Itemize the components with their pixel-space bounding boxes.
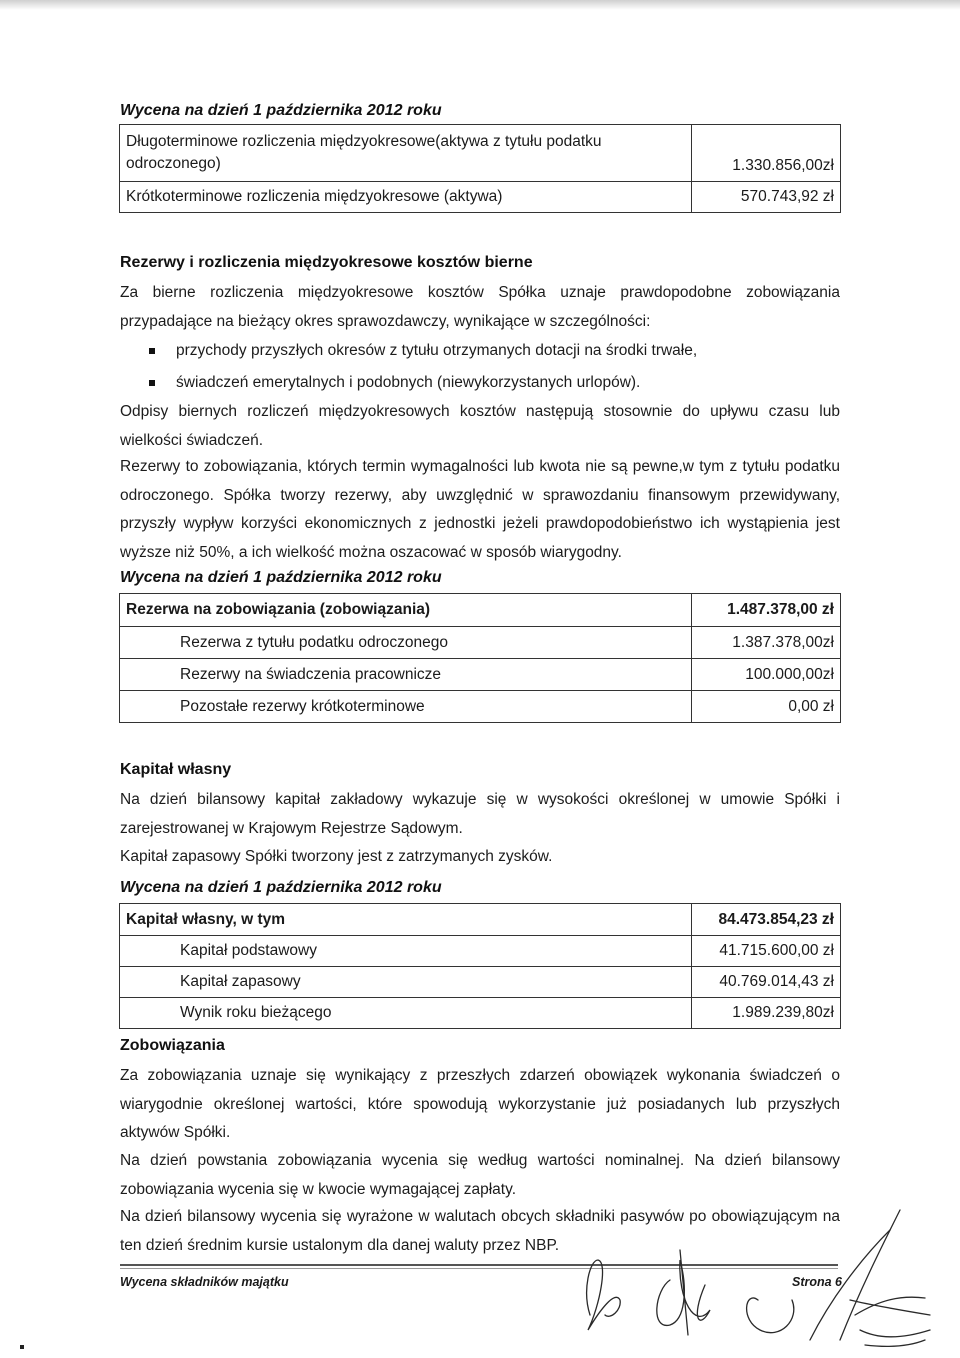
- valuation-heading-1: Wycena na dzień 1 października 2012 roku: [120, 102, 442, 119]
- table-row: [120, 691, 841, 723]
- section-heading-liabilities: Zobowiązania: [120, 1037, 225, 1054]
- equity-table: [119, 903, 841, 1029]
- signature-stroke: [747, 1298, 794, 1333]
- row-value: 100.000,00zł: [692, 659, 841, 691]
- table-row: [120, 967, 841, 998]
- list-item-text: przychody przyszłych okresów z tytułu otrzymanych dotacji na środki trwałe,: [176, 342, 698, 359]
- row-label: Wynik roku bieżącego: [120, 998, 692, 1029]
- table-row: [120, 627, 841, 659]
- table-row: [120, 182, 841, 213]
- scan-edge: [0, 0, 960, 10]
- footer-title: Wycena składników majątku: [120, 1275, 289, 1289]
- section-heading-equity: Kapitał własny: [120, 761, 232, 778]
- row-value: 1.989.239,80zł: [692, 998, 841, 1029]
- liabilities-paragraph-2: Na dzień powstania zobowiązania wycenia się według wartości nominalnej. Na dzień bilansowy zobowiązania wycenia się w kwocie wymagającej zapłaty.: [120, 1152, 840, 1198]
- scan-speck: [20, 1345, 24, 1349]
- row-label: Kapitał własny, w tym: [120, 904, 692, 936]
- reserves-bullet-list: [120, 335, 840, 399]
- row-label: Krótkoterminowe rozliczenia międzyokresowe (aktywa): [120, 182, 692, 213]
- table-row: [120, 998, 841, 1029]
- table-row: [120, 125, 841, 182]
- reserves-paragraph-2: Odpisy biernych rozliczeń międzyokresowych kosztów następują stosownie do upływu czasu lub wielkości świadczeń.: [120, 403, 840, 449]
- signature-stroke: [810, 1230, 890, 1340]
- row-label: Pozostałe rezerwy krótkoterminowe: [120, 691, 692, 723]
- row-label: Kapitał zapasowy: [120, 967, 692, 998]
- table-row: [120, 659, 841, 691]
- row-value: 84.473.854,23 zł: [692, 904, 841, 936]
- bullet-icon: [149, 380, 155, 386]
- row-value: 0,00 zł: [692, 691, 841, 723]
- signature-stroke: [850, 1300, 930, 1315]
- row-label: Rezerwa na zobowiązania (zobowiązania): [120, 594, 692, 627]
- list-item: [120, 335, 840, 367]
- equity-paragraph-1: Na dzień bilansowy kapitał zakładowy wykazuje się w wysokości określonej w umowie Spółki i zarejestrowanej w Krajowym Rejestrze Sądowym.: [120, 791, 840, 837]
- valuation-heading-3: Wycena na dzień 1 października 2012 roku: [120, 879, 442, 896]
- signature-stroke: [860, 1330, 930, 1337]
- section-heading-reserves: Rezerwy i rozliczenia międzyokresowe kosztów bierne: [120, 254, 533, 271]
- row-value: 1.387.378,00zł: [692, 627, 841, 659]
- reserves-paragraph-3: Rezerwy to zobowiązania, których termin wymagalności lub kwota nie są pewne,w tym z tytułu podatku odroczonego. Spółka tworzy rezerwy, aby uwzględnić w sprawozdaniu finansowym przewidywany, przyszły wypływ korzyści ekonomicznych z jednostki jeżeli prawdopodobieństwo ich wystąpienia jest wyższe niż 50%, a ich wielkość można oszacować w sposób wiarygodny.: [120, 458, 840, 561]
- list-item-text: świadczeń emerytalnych i podobnych (niewykorzystanych urlopów).: [176, 374, 641, 391]
- signature-stroke: [587, 1260, 621, 1330]
- page-number: Strona 6: [792, 1275, 843, 1289]
- table-row: [120, 904, 841, 936]
- accruals-table: [119, 124, 841, 213]
- row-value: 41.715.600,00 zł: [692, 936, 841, 967]
- table-row: [120, 936, 841, 967]
- row-value: 40.769.014,43 zł: [692, 967, 841, 998]
- list-item: [120, 367, 840, 399]
- row-value: 1.487.378,00 zł: [692, 594, 841, 627]
- liabilities-paragraph-1: Za zobowiązania uznaje się wynikający z przeszłych zdarzeń obowiązek wykonania świadczeń o wiarygodnie określonej wartości, które spowodują wykorzystanie już posiadanych lub przyszłych aktywów Spółki.: [120, 1067, 840, 1141]
- equity-paragraph-2: Kapitał zapasowy Spółki tworzony jest z zatrzymanych zysków.: [120, 848, 553, 865]
- signature-stroke: [865, 1340, 925, 1346]
- row-label: Długoterminowe rozliczenia międzyokresowe(aktywa z tytułu podatku odroczonego): [120, 125, 692, 182]
- bullet-icon: [149, 348, 155, 354]
- signature-stroke: [840, 1210, 900, 1340]
- row-value: 570.743,92 zł: [692, 182, 841, 213]
- table-row: [120, 594, 841, 627]
- row-label: Rezerwa z tytułu podatku odroczonego: [120, 627, 692, 659]
- reserves-intro: Za bierne rozliczenia międzyokresowe kosztów Spółka uznaje prawdopodobne zobowiązania przypadające na bieżący okres sprawozdawczy, wynikające w szczególności:: [120, 284, 840, 330]
- signature-stroke: [680, 1250, 688, 1335]
- reserves-table: [119, 593, 841, 723]
- row-value: 1.330.856,00zł: [692, 125, 841, 182]
- row-label: Kapitał podstawowy: [120, 936, 692, 967]
- liabilities-paragraph-3: Na dzień bilansowy wycenia się wyrażone w walutach obcych składniki pasywów po obowiązującym na ten dzień średnim kursie ustalonym dla danej waluty przez NBP.: [120, 1208, 840, 1254]
- handwritten-signatures: [560, 1190, 960, 1350]
- valuation-heading-2: Wycena na dzień 1 października 2012 roku: [120, 569, 442, 586]
- row-label: Rezerwy na świadczenia pracownicze: [120, 659, 692, 691]
